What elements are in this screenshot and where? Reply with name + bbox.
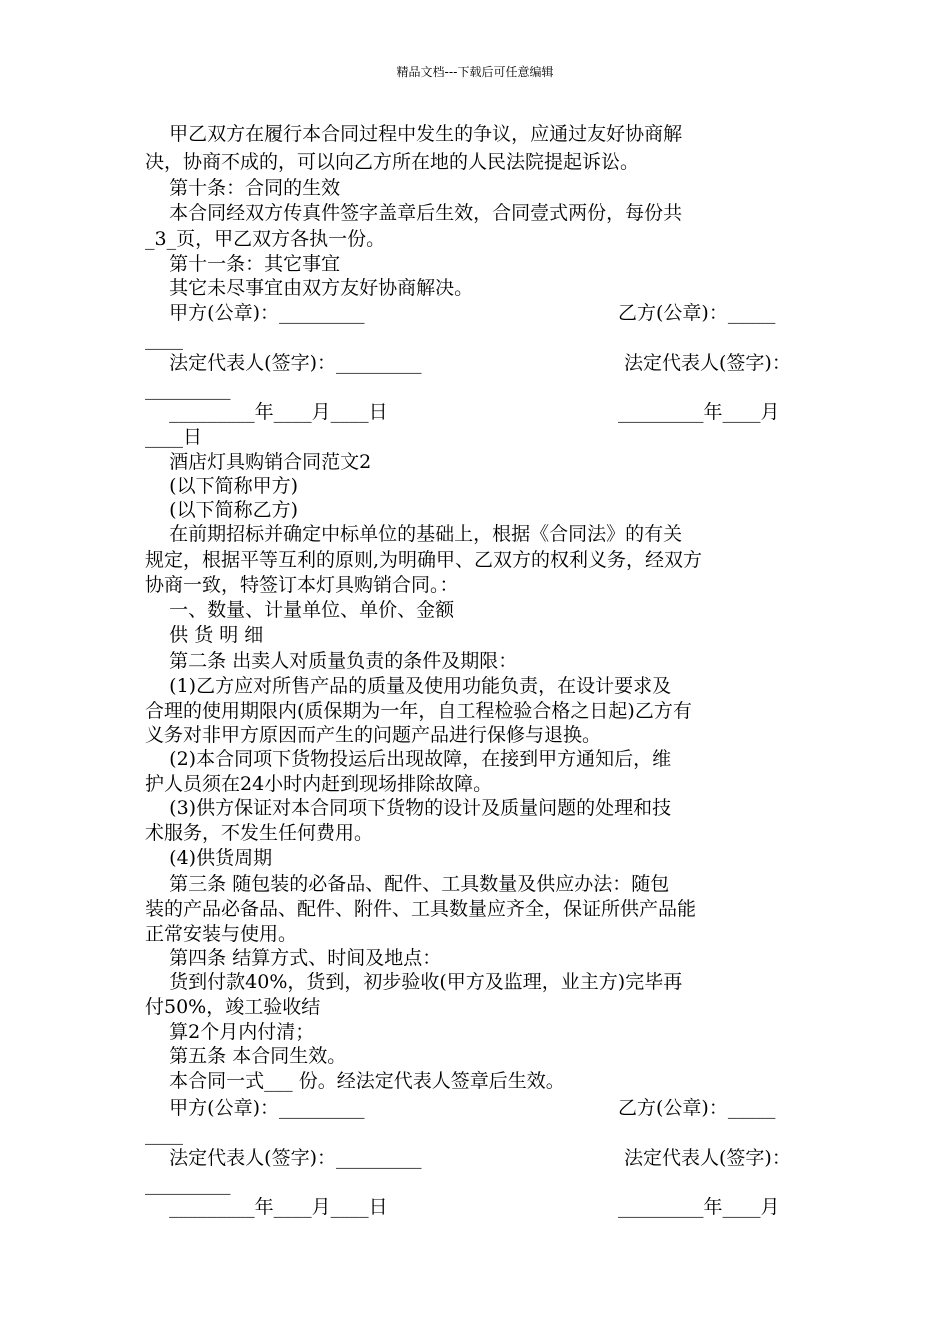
party-b-date-line: _________年____月 — [618, 1196, 780, 1218]
party-b-representative-line: 法定代表人(签字)： — [624, 1147, 791, 1169]
text-line: 算2个月内付清； — [145, 1021, 315, 1043]
party-a-date-line: _________年____月____日 — [145, 1196, 388, 1218]
text-line: 义务对非甲方原因而产生的问题产品进行保修与退换。 — [145, 724, 602, 746]
section-heading: 第四条 结算方式、时间及地点： — [145, 947, 442, 969]
party-a-date-line: _________年____月____日 — [145, 401, 388, 423]
section-heading: 第十条：合同的生效 — [145, 177, 341, 199]
text-line: 术服务，不发生任何费用。 — [145, 822, 374, 844]
text-line: (以下简称乙方) — [145, 499, 298, 521]
section-heading: 第二条 出卖人对质量负责的条件及期限： — [145, 650, 518, 672]
text-line: 装的产品必备品、配件、附件、工具数量应齐全，保证所供产品能 — [145, 898, 697, 920]
party-b-seal-line: 乙方(公章)：_____ — [618, 1097, 776, 1119]
section-heading: 供 货 明 细 — [145, 624, 264, 646]
section-heading: 第十一条：其它事宜 — [145, 253, 341, 275]
text-line: 在前期招标并确定中标单位的基础上，根据《合同法》的有关 — [145, 523, 683, 545]
party-b-date-line: _________年____月 — [618, 401, 780, 423]
text-line: 护人员须在24小时内赶到现场排除故障。 — [145, 773, 493, 795]
text-line: 本合同一式___ 份。经法定代表人签章后生效。 — [145, 1070, 565, 1092]
date-continuation: ____日 — [145, 426, 203, 448]
text-line: (2)本合同项下货物投运后出现故障，在接到甲方通知后，维 — [145, 748, 672, 770]
text-line: 规定，根据平等互利的原则,为明确甲、乙双方的权利义务，经双方 — [145, 549, 703, 571]
party-a-representative-line: 法定代表人(签字)：_________ — [145, 1147, 422, 1169]
text-line: 合理的使用期限内(质保期为一年，自工程检验合格之日起)乙方有 — [145, 700, 692, 722]
text-line: 甲乙双方在履行本合同过程中发生的争议，应通过友好协商解 — [145, 123, 683, 145]
party-a-representative-line: 法定代表人(签字)：_________ — [145, 352, 422, 374]
party-b-seal-line: 乙方(公章)：_____ — [618, 302, 776, 324]
party-a-seal-line: 甲方(公章)：_________ — [145, 1097, 365, 1119]
document-title: 酒店灯具购销合同范文2 — [145, 451, 372, 473]
text-line: 付50%，竣工验收结 — [145, 996, 321, 1018]
text-line: 协商一致，特签订本灯具购销合同。： — [145, 574, 459, 596]
text-line: 货到付款40%，货到，初步验收(甲方及监理，业主方)完毕再 — [145, 971, 683, 993]
section-heading: 第三条 随包装的必备品、配件、工具数量及供应办法：随包 — [145, 873, 670, 895]
text-line: 正常安装与使用。 — [145, 923, 298, 945]
underline-continuation: _________ — [145, 378, 231, 400]
underline-continuation: ____ — [145, 1123, 183, 1145]
text-line: (3)供方保证对本合同项下货物的设计及质量问题的处理和技 — [145, 797, 672, 819]
text-line: 本合同经双方传真件签字盖章后生效，合同壹式两份，每份共 — [145, 202, 683, 224]
underline-continuation: ____ — [145, 328, 183, 350]
party-a-seal-line: 甲方(公章)：_________ — [145, 302, 365, 324]
section-heading: 第五条 本合同生效。 — [145, 1045, 347, 1067]
section-heading: 一、数量、计量单位、单价、金额 — [145, 599, 455, 621]
party-b-representative-line: 法定代表人(签字)： — [624, 352, 791, 374]
text-line: 其它未尽事宜由双方友好协商解决。 — [145, 277, 474, 299]
text-line: 决，协商不成的，可以向乙方所在地的人民法院提起诉讼。 — [145, 151, 640, 173]
text-line: (4)供货周期 — [145, 847, 273, 869]
text-line: (以下简称甲方) — [145, 475, 298, 497]
text-line: _3_页，甲乙双方各执一份。 — [145, 228, 386, 250]
text-line: (1)乙方应对所售产品的质量及使用功能负责，在设计要求及 — [145, 675, 672, 697]
page-header: 精品文档---下载后可任意编辑 — [396, 65, 554, 79]
underline-continuation: _________ — [145, 1173, 231, 1195]
